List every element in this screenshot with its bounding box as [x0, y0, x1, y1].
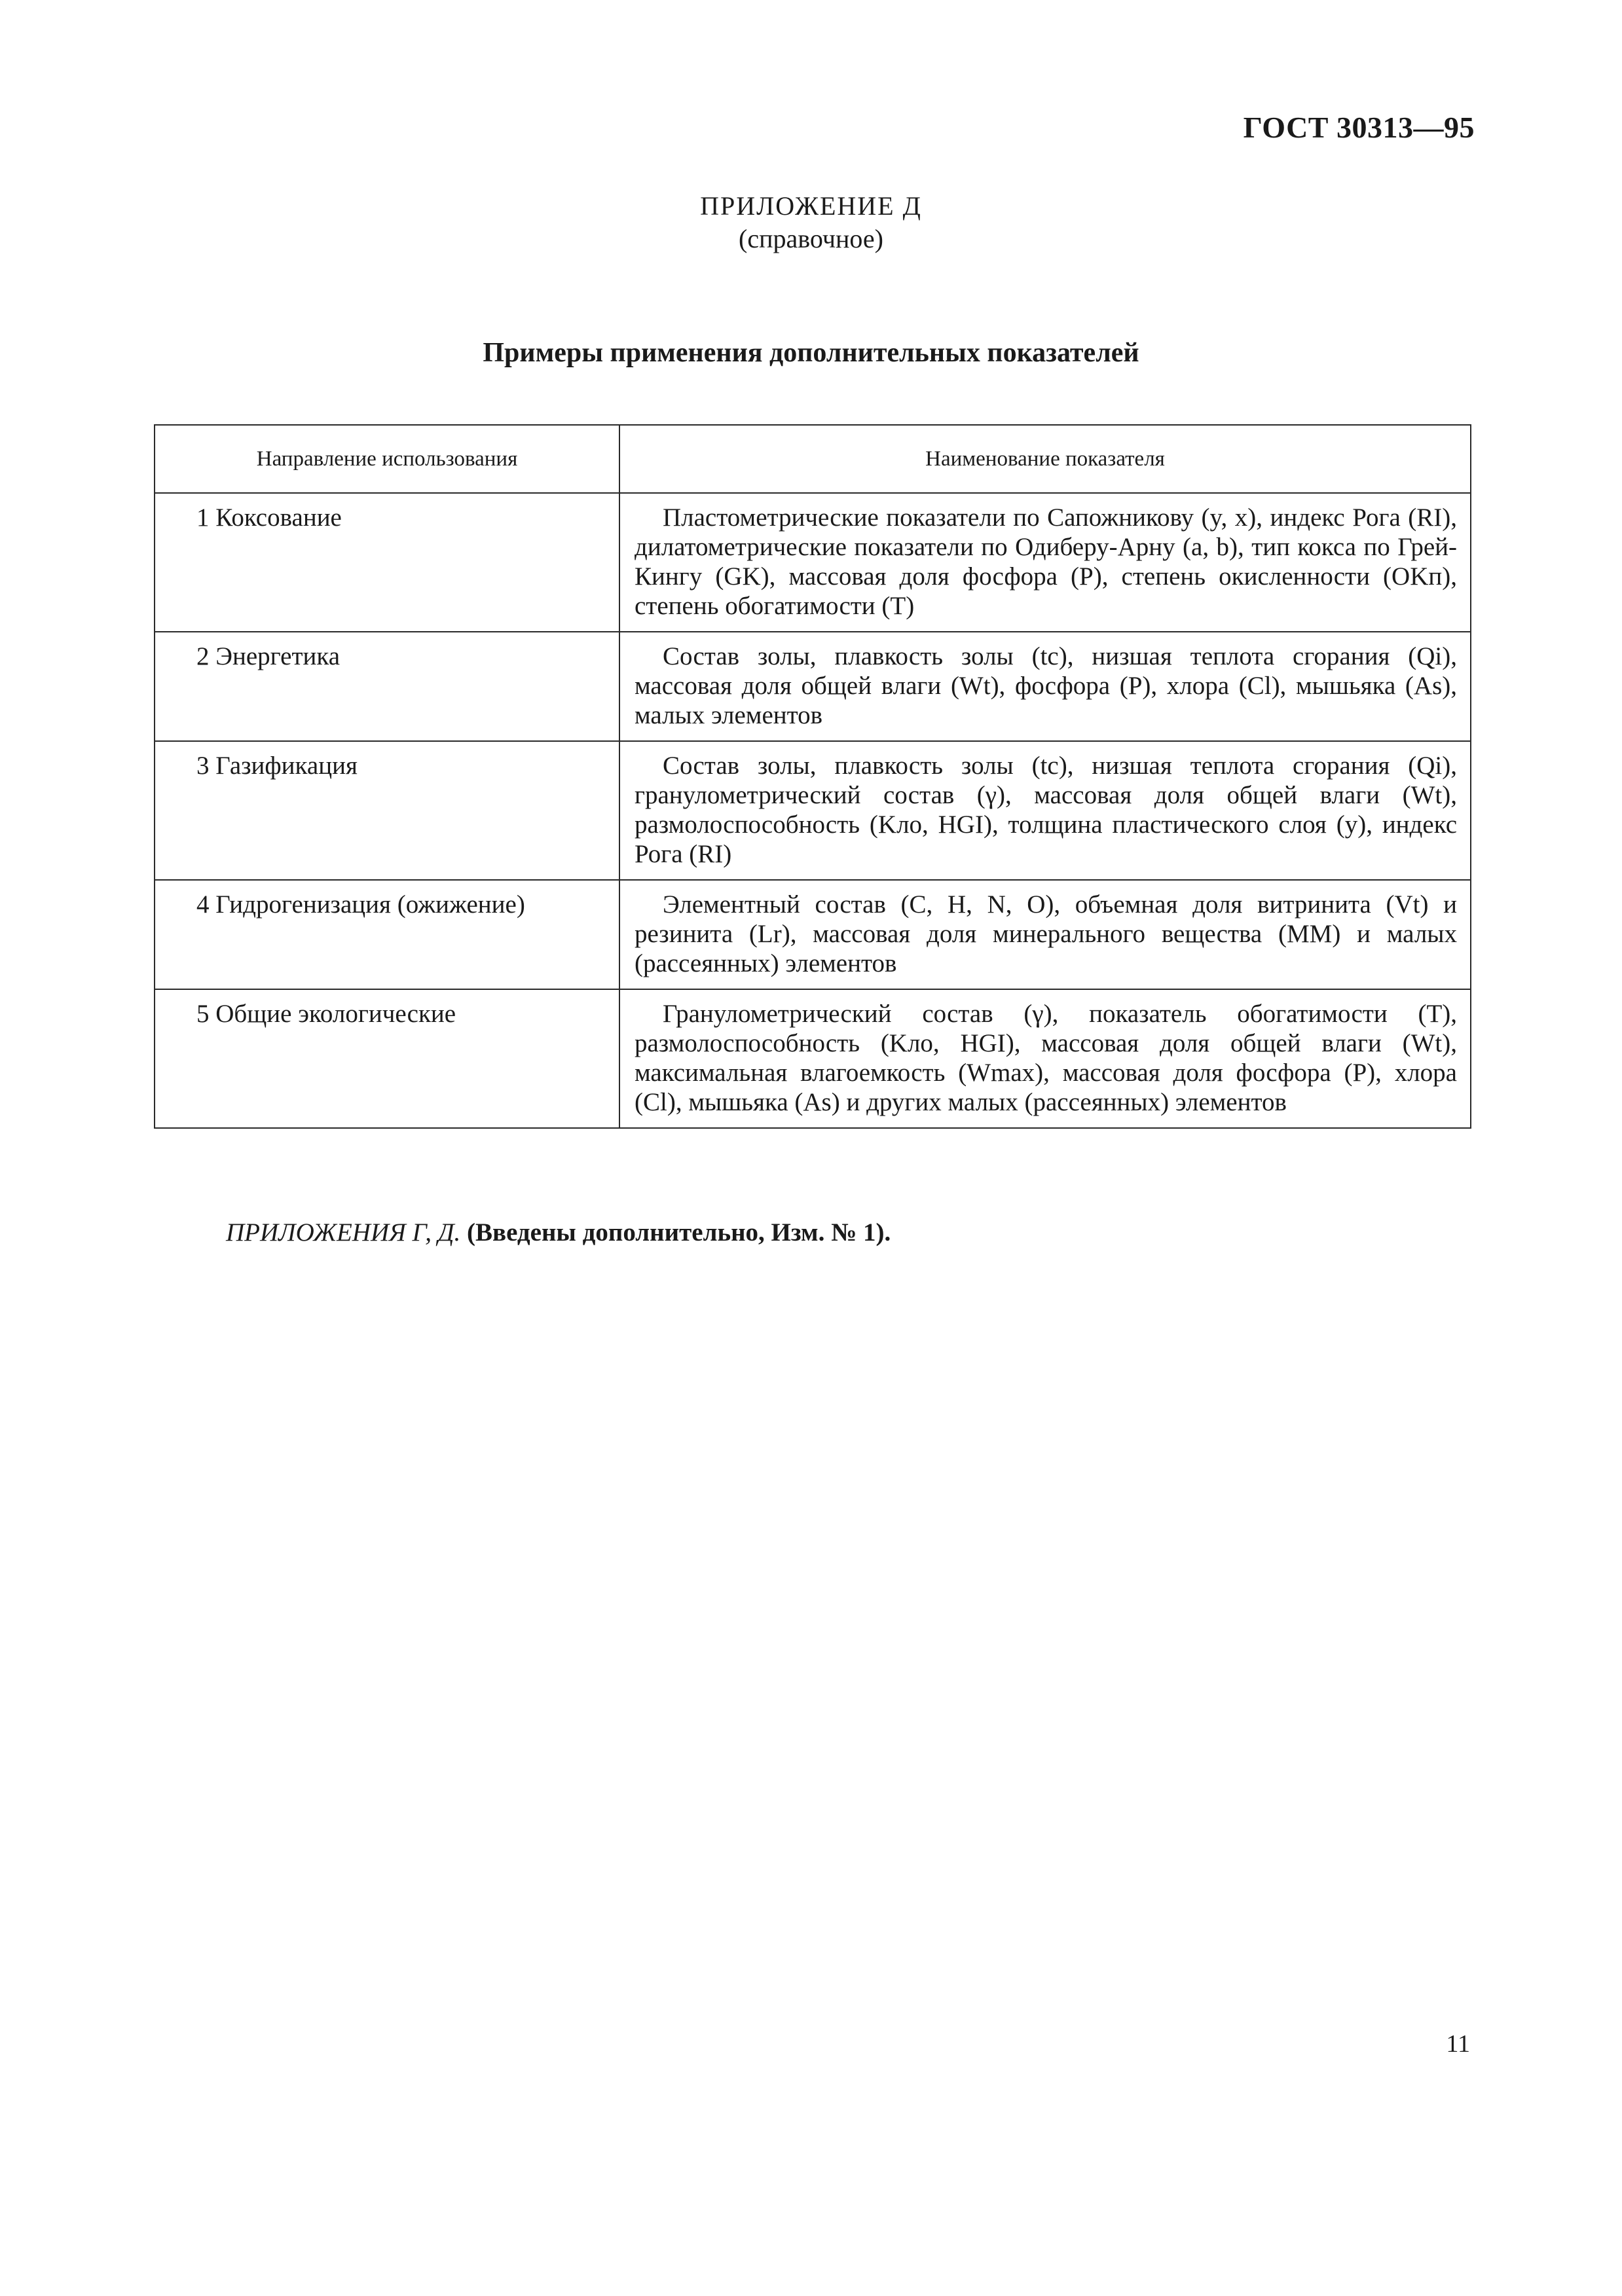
column-header-direction: Направление использования	[155, 425, 619, 493]
indicator-cell: Элементный состав (C, H, N, O), объемная доля витринита (Vt) и резинита (Lr), массовая доля минерального вещества (MM) и малых (рассеянных) элементов	[619, 880, 1471, 989]
indicators-table	[154, 424, 1471, 1129]
table-row	[155, 632, 1471, 741]
direction-cell: 5 Общие экологические	[155, 989, 619, 1128]
indicator-cell: Состав золы, плавкость золы (tc), низшая теплота сгорания (Qi), массовая доля общей влаги (Wt), фосфора (P), хлора (Cl), мышьяка (As), малых элементов	[619, 632, 1471, 741]
table-row	[155, 880, 1471, 989]
direction-cell: 1 Коксование	[155, 493, 619, 632]
appendix-type: (справочное)	[739, 224, 883, 253]
page-number: 11	[1446, 2030, 1470, 2058]
column-header-indicator: Наименование показателя	[619, 425, 1471, 493]
direction-cell: 3 Газификация	[155, 741, 619, 880]
amendment-note-text: (Введены дополнительно, Изм. № 1).	[467, 1218, 891, 1247]
direction-cell: 4 Гидрогенизация (ожижение)	[155, 880, 619, 989]
appendix-title: ПРИЛОЖЕНИЕ Д	[700, 191, 922, 221]
table-row	[155, 493, 1471, 632]
indicator-cell: Состав золы, плавкость золы (tc), низшая теплота сгорания (Qi), гранулометрический состав (γ), массовая доля общей влаги (Wt), размолоспособность (Kло, HGI), толщина пластического слоя (y), индекс Рога (RI)	[619, 741, 1471, 880]
amendment-note-appendices: ПРИЛОЖЕНИЯ Г, Д.	[226, 1218, 461, 1247]
direction-cell: 2 Энергетика	[155, 632, 619, 741]
appendix-heading	[0, 190, 1622, 255]
indicator-cell: Гранулометрический состав (γ), показатель обогатимости (T), размолоспособность (Kло, HGI), массовая доля общей влаги (Wt), максимальная влагоемкость (Wmax), массовая доля фосфора (P), хлора (Cl), мышьяка (As) и других малых (рассеянных) элементов	[619, 989, 1471, 1128]
table-header-row	[155, 425, 1471, 493]
table-row	[155, 989, 1471, 1128]
table-row	[155, 741, 1471, 880]
table-title: Примеры применения дополнительных показателей	[483, 338, 1139, 368]
amendment-note	[226, 1218, 891, 1247]
indicator-cell: Пластометрические показатели по Сапожникову (y, x), индекс Рога (RI), дилатометрические показатели по Одиберу-Арну (a, b), тип кокса по Грей-Кингу (GK), массовая доля фосфора (P), степень окисленности (OKп), степень обогатимости (T)	[619, 493, 1471, 632]
document-code: ГОСТ 30313—95	[1243, 111, 1475, 144]
